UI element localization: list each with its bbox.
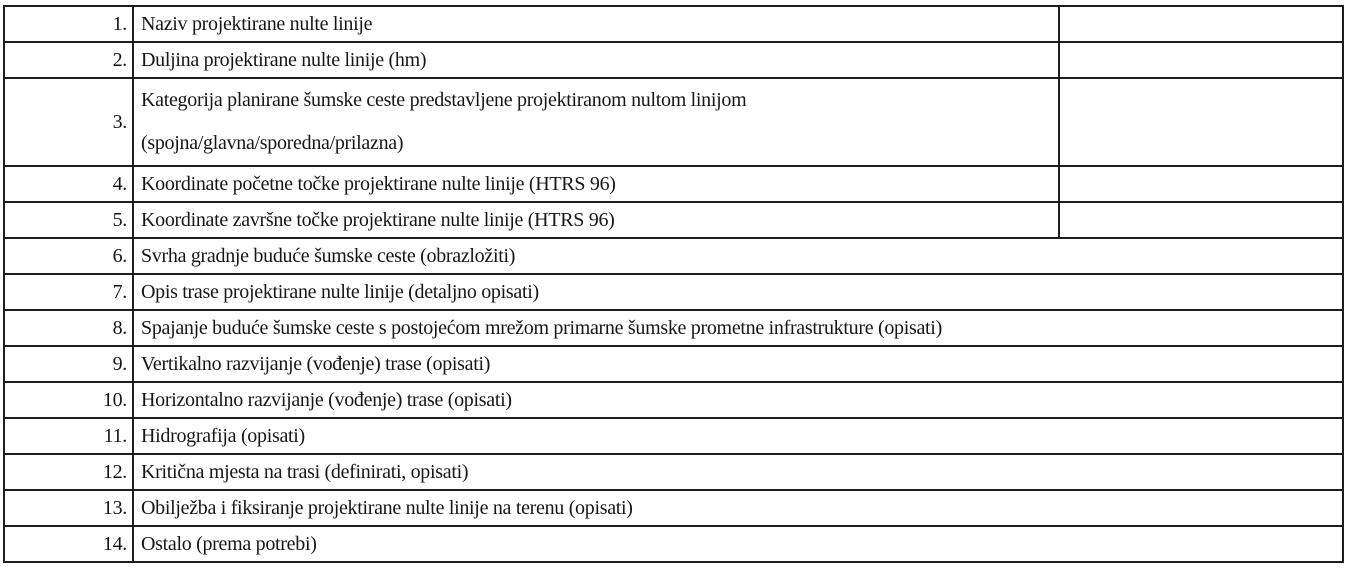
row-number: 2.	[112, 48, 127, 71]
row-label-line: Ostalo (prema potrebi)	[141, 532, 317, 555]
row-number-cell	[4, 310, 133, 346]
row-label-line: Hidrografija (opisati)	[141, 424, 305, 447]
row-label-cell	[133, 274, 1343, 310]
table-row	[4, 42, 1343, 78]
row-number: 7.	[112, 280, 127, 303]
table-row	[4, 418, 1343, 454]
row-label-line: Kategorija planirane šumske ceste predstavljene projektiranom nultom linijom	[141, 89, 747, 111]
row-number-cell	[4, 274, 133, 310]
row-number: 5.	[112, 208, 127, 231]
row-number-cell	[4, 382, 133, 418]
row-number-cell	[4, 346, 133, 382]
row-number: 9.	[112, 352, 127, 375]
row-label-line: Obilježba i fiksiranje projektirane nulte linije na terenu (opisati)	[141, 496, 633, 519]
row-label-cell	[133, 238, 1343, 274]
row-number: 12.	[102, 460, 127, 483]
row-value-cell	[1059, 6, 1343, 42]
row-label-cell	[133, 418, 1343, 454]
row-number-cell	[4, 490, 133, 526]
table-row	[4, 202, 1343, 238]
row-label-line: Koordinate početne točke projektirane nulte linije (HTRS 96)	[141, 172, 616, 195]
row-number: 1.	[112, 12, 127, 35]
row-label-cell	[133, 310, 1343, 346]
row-value-cell	[1059, 202, 1343, 238]
row-number: 8.	[112, 316, 127, 339]
row-label-line: Duljina projektirane nulte linije (hm)	[141, 48, 427, 71]
form-table-body	[4, 6, 1343, 562]
row-value-cell	[1059, 42, 1343, 78]
row-number: 14.	[102, 532, 127, 555]
table-row	[4, 490, 1343, 526]
row-label-line: Naziv projektirane nulte linije	[141, 12, 373, 35]
row-label-line: Vertikalno razvijanje (vođenje) trase (opisati)	[141, 352, 491, 375]
row-number-cell	[4, 526, 133, 562]
table-row	[4, 310, 1343, 346]
table-row	[4, 526, 1343, 562]
row-label-line: (spojna/glavna/sporedna/prilazna)	[141, 132, 404, 154]
row-number-cell	[4, 454, 133, 490]
row-number-cell	[4, 418, 133, 454]
row-number-cell	[4, 166, 133, 202]
row-number-cell	[4, 42, 133, 78]
table-row	[4, 78, 1343, 166]
row-value-cell	[1059, 166, 1343, 202]
row-number-cell	[4, 78, 133, 166]
table-row	[4, 6, 1343, 42]
table-row	[4, 274, 1343, 310]
row-value-cell	[1059, 78, 1343, 166]
row-number: 3.	[112, 110, 127, 133]
row-number-cell	[4, 238, 133, 274]
row-label-line: Kritična mjesta na trasi (definirati, opisati)	[141, 460, 469, 483]
row-label-cell	[133, 346, 1343, 382]
row-label-line: Horizontalno razvijanje (vođenje) trase (opisati)	[141, 388, 512, 411]
table-row	[4, 382, 1343, 418]
row-label-line: Koordinate završne točke projektirane nulte linije (HTRS 96)	[141, 208, 615, 231]
table-row	[4, 166, 1343, 202]
row-number: 10.	[102, 388, 127, 411]
row-label-line: Svrha gradnje buduće šumske ceste (obrazložiti)	[141, 244, 516, 267]
row-label-cell	[133, 454, 1343, 490]
row-label-cell	[133, 202, 1059, 238]
row-number: 13.	[102, 496, 127, 519]
row-number: 11.	[103, 424, 127, 447]
row-label-cell	[133, 382, 1343, 418]
row-number: 6.	[112, 244, 127, 267]
table-row	[4, 454, 1343, 490]
row-label-line: Spajanje buduće šumske ceste s postojećom mrežom primarne šumske prometne infrastrukture (opisati)	[141, 316, 942, 339]
row-label-cell	[133, 78, 1059, 166]
row-label-cell	[133, 490, 1343, 526]
row-number: 4.	[112, 172, 127, 195]
table-row	[4, 346, 1343, 382]
row-label-cell	[133, 166, 1059, 202]
row-number-cell	[4, 6, 133, 42]
row-label-cell	[133, 42, 1059, 78]
row-label-cell	[133, 526, 1343, 562]
row-label-line: Opis trase projektirane nulte linije (detaljno opisati)	[141, 280, 539, 303]
row-label-cell	[133, 6, 1059, 42]
table-row	[4, 238, 1343, 274]
form-table	[3, 5, 1344, 563]
row-number-cell	[4, 202, 133, 238]
